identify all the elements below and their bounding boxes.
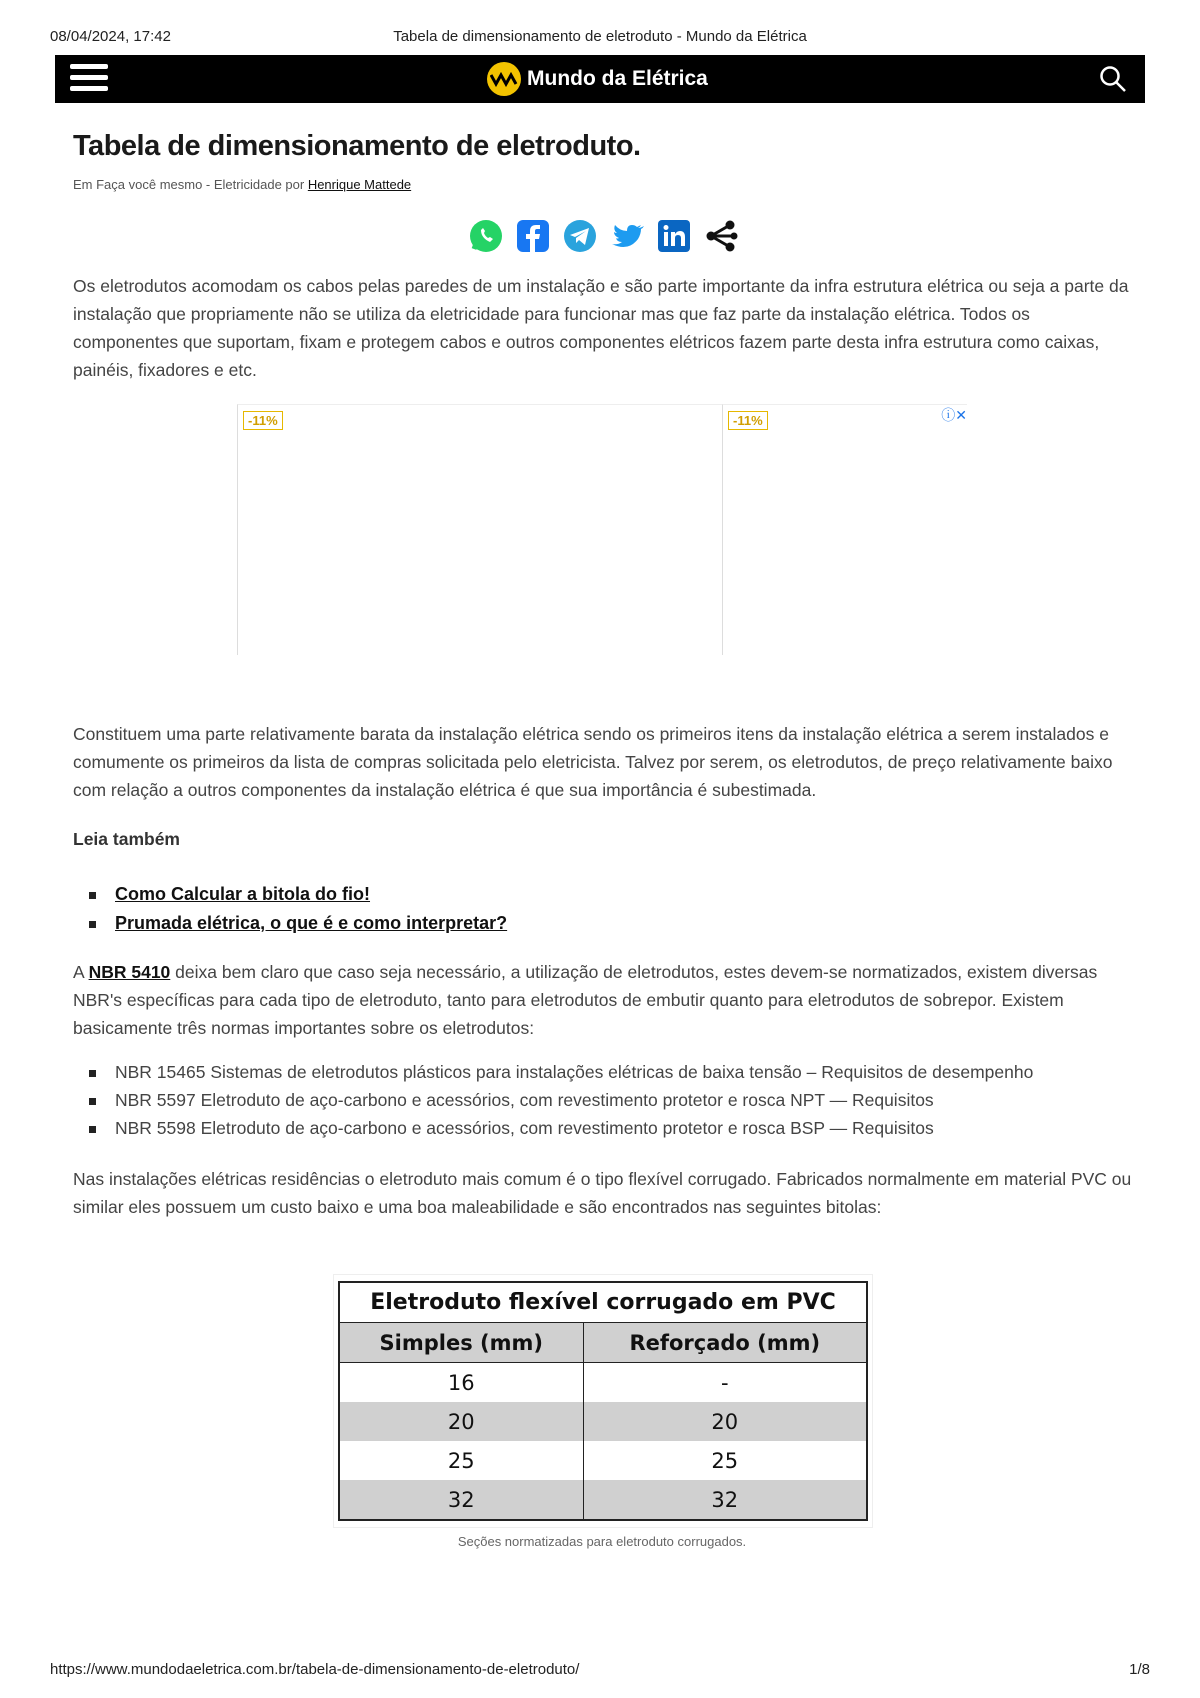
list-item: NBR 15465 Sistemas de eletrodutos plásticos para instalações elétricas de baixa tensão – Requisitos de desempenho xyxy=(115,1058,1033,1086)
discount-badge: -11% xyxy=(728,411,768,430)
nbr-5410-link[interactable]: NBR 5410 xyxy=(88,962,171,982)
share-bar xyxy=(467,217,740,255)
table-image xyxy=(333,1274,873,1528)
table-row xyxy=(339,1363,867,1403)
related-link[interactable]: Prumada elétrica, o que é e como interpretar? xyxy=(115,913,508,933)
print-datetime: 08/04/2024, 17:42 xyxy=(50,28,171,45)
table-cell: 20 xyxy=(339,1402,583,1441)
linkedin-icon[interactable] xyxy=(655,217,693,255)
list-item xyxy=(115,909,507,938)
article-header xyxy=(73,130,1133,192)
nbr-text: deixa bem claro que caso seja necessário, a utilização de eletrodutos, estes devem-se normatizados, existem diversas NBR's específicas para cada tipo de eletroduto, tanto para eletrodutos de embutir quanto para eletrodutos de sobrepor. Existem basicamente três normas importantes sobre os eletrodutos: xyxy=(73,962,1098,1038)
paragraph-cost: Constituem uma parte relativamente barata da instalação elétrica sendo os primeiros itens da instalação elétrica a serem instalados e comumente os primeiros da lista de compras solicitada pelo eletricista. Talvez por serem, os eletrodutos, de preço relativamente baixo com relação a outros componentes da instalação elétrica é que sua importância é subestimada. xyxy=(73,724,1113,800)
logo-wave-icon xyxy=(487,62,521,96)
telegram-icon[interactable] xyxy=(561,217,599,255)
list-item xyxy=(115,880,507,909)
table-row xyxy=(339,1402,867,1441)
column-header: Reforçado (mm) xyxy=(583,1323,867,1363)
hamburger-menu-icon[interactable] xyxy=(70,64,108,94)
author-link[interactable]: Henrique Mattede xyxy=(307,177,412,192)
table-row xyxy=(339,1441,867,1480)
column-header: Simples (mm) xyxy=(339,1323,583,1363)
nbr-prefix: A xyxy=(73,962,89,982)
paragraph-intro: Os eletrodutos acomodam os cabos pelas paredes de um instalação e são parte importante da infra estrutura elétrica ou seja a parte da instalação que propriamente não se utiliza da eletricidade para funcionar mas que faz parte da instalação elétrica. Todos os componentes que suportam, fixam e protegem cabos e outros componentes elétricos fazem parte desta infra estrutura como caixas, painéis, fixadores e etc. xyxy=(73,276,1129,380)
table-cell: 25 xyxy=(583,1441,867,1480)
list-item: NBR 5597 Eletroduto de aço-carbono e acessórios, com revestimento protetor e rosca NPT — Requisitos xyxy=(115,1086,1033,1114)
norms-list xyxy=(73,1058,1033,1142)
table-cell: 32 xyxy=(339,1480,583,1520)
table-cell: 16 xyxy=(339,1363,583,1403)
article-meta xyxy=(73,177,1133,192)
ad-slot-1[interactable] xyxy=(237,404,722,655)
ad-slot-2[interactable] xyxy=(722,404,967,655)
logo-text: Mundo da Elétrica xyxy=(527,67,708,90)
table-cell: 32 xyxy=(583,1480,867,1520)
related-links xyxy=(73,880,507,938)
facebook-icon[interactable] xyxy=(514,217,552,255)
print-title: Tabela de dimensionamento de eletroduto - Mundo da Elétrica xyxy=(393,28,807,45)
paragraph-nbr xyxy=(73,958,1133,1042)
table-title: Eletroduto flexível corrugado em PVC xyxy=(339,1282,867,1323)
twitter-icon[interactable] xyxy=(608,217,646,255)
conduit-table xyxy=(338,1281,868,1521)
table-cell: - xyxy=(583,1363,867,1403)
ad-banner[interactable] xyxy=(237,404,967,654)
related-link[interactable]: Como Calcular a bitola do fio! xyxy=(115,884,371,904)
print-header xyxy=(50,28,1150,48)
table-row xyxy=(339,1480,867,1520)
related-heading: Leia também xyxy=(73,829,180,849)
print-url: https://www.mundodaeletrica.com.br/tabela-de-dimensionamento-de-eletroduto/ xyxy=(50,1661,580,1678)
table-cell: 20 xyxy=(583,1402,867,1441)
whatsapp-icon[interactable] xyxy=(467,217,505,255)
meta-category: Em Faça você mesmo - Eletricidade por xyxy=(73,177,308,192)
share-icon[interactable] xyxy=(702,217,740,255)
site-logo[interactable] xyxy=(487,61,708,97)
discount-badge: -11% xyxy=(243,411,283,430)
page-title: Tabela de dimensionamento de eletroduto. xyxy=(73,130,641,162)
paragraph-pvc: Nas instalações elétricas residências o eletroduto mais comum é o tipo flexível corrugado. Fabricados normalmente em material PVC ou similar eles possuem um custo baixo e uma boa maleabilidade e são encontrados nas seguintes bitolas: xyxy=(73,1169,1132,1217)
list-item: NBR 5598 Eletroduto de aço-carbono e acessórios, com revestimento protetor e rosca BSP — Requisitos xyxy=(115,1114,1033,1142)
search-icon[interactable] xyxy=(1099,65,1127,93)
table-cell: 25 xyxy=(339,1441,583,1480)
table-caption: Seções normatizadas para eletroduto corrugados. xyxy=(457,1534,747,1549)
site-header xyxy=(55,55,1145,103)
print-page-number: 1/8 xyxy=(1129,1661,1150,1678)
ad-close-icon[interactable]: ⓘ✕ xyxy=(941,407,967,423)
